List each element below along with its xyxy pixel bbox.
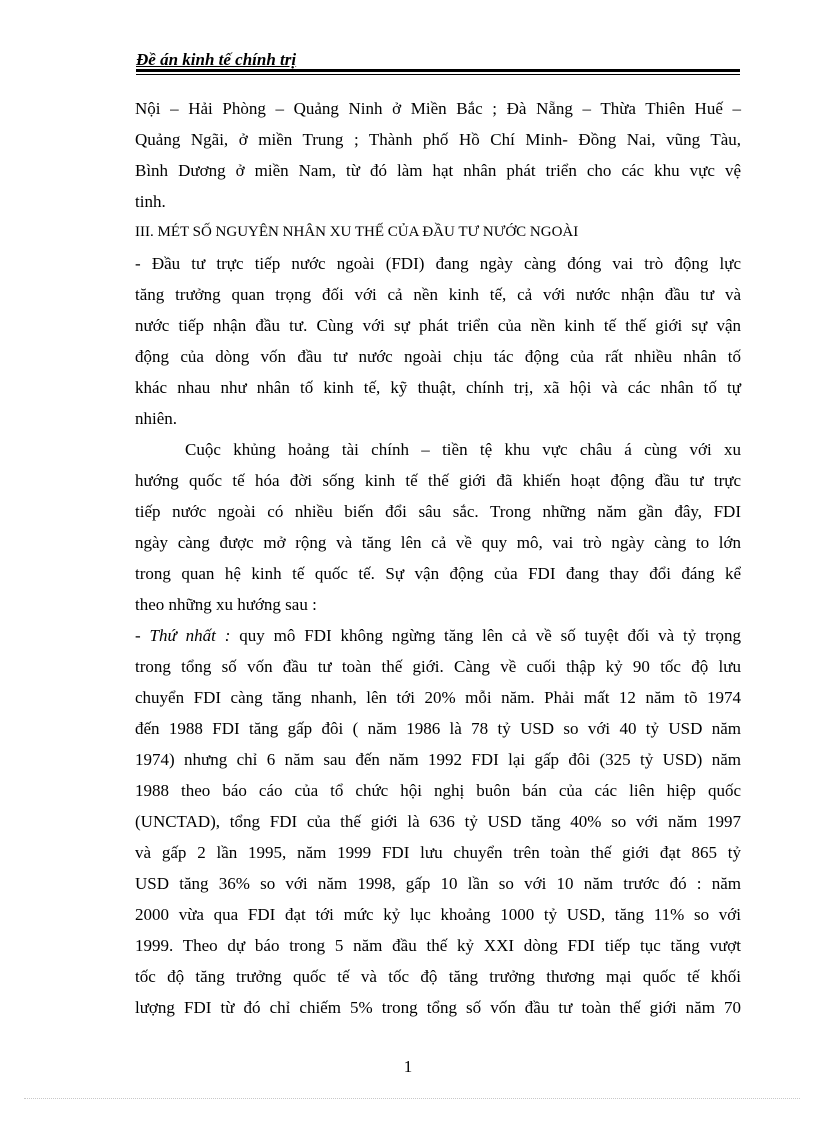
page-number: 1 [403, 1057, 413, 1076]
text-line: 1988 theo báo cáo của tổ chức hội nghị buôn bán của các liên hiệp quốc [135, 781, 741, 800]
text-line-with-label [135, 620, 741, 651]
text-line: đến 1988 FDI tăng gấp đôi ( năm 1986 là 78 tỷ USD so với 40 tỷ USD năm [135, 719, 741, 738]
text-line: chuyển FDI càng tăng nhanh, lên tới 20% mỗi năm. Phải mất 12 năm tõ 1974 [135, 688, 741, 707]
text-line: 2000 vừa qua FDI đạt tới mức kỷ lục khoảng 1000 tỷ USD, tăng 11% so với [135, 905, 741, 924]
text-line: Quảng Ngãi, ở miền Trung ; Thành phố Hồ Chí Minh- Đồng Nai, vũng Tàu, [135, 130, 741, 149]
header-rule-thick [136, 69, 740, 72]
text-line: và gấp 2 lần 1995, năm 1999 FDI lưu chuyển trên toàn thế giới đạt 865 tỷ [135, 843, 741, 862]
text-line: động của dòng vốn đầu tư nước ngoài chịu tác động của rất nhiều nhân tố [135, 347, 741, 366]
text-line: khác nhau như nhân tố kinh tế, kỹ thuật, chính trị, xã hội và các nhân tố tự [135, 378, 741, 397]
text-line: tốc độ tăng trưởng quốc tế và tốc độ tăng trưởng thương mại quốc tế khối [135, 967, 741, 986]
text-line: nhiên. [135, 409, 178, 428]
text-line: hướng quốc tế hóa đời sống kinh tế thế giới đã khiến hoạt động đầu tư trực [135, 471, 741, 490]
text-line: Nội – Hải Phòng – Quảng Ninh ở Miền Bắc ; Đà Nẵng – Thừa Thiên Huế – [135, 99, 741, 118]
page-edge-divider [24, 1098, 800, 1099]
text-line: Bình Dương ở miền Nam, từ đó làm hạt nhân phát triển cho các khu vực vệ [135, 161, 741, 180]
text-line: 1999. Theo dự báo trong 5 năm đầu thế kỷ XXI dòng FDI tiếp tục tăng vượt [135, 936, 741, 955]
text-line: tiếp nước ngoài có nhiều biến đổi sâu sắc. Trong những năm gần đây, FDI [135, 502, 741, 521]
page-header [136, 50, 740, 70]
lead-dash: - [135, 626, 150, 645]
header-title: Đề án kinh tế chính trị [136, 50, 297, 69]
thu-nhat-label: Thứ nhất : [149, 626, 231, 645]
text-line: ngày càng được mở rộng và tăng lên cả về quy mô, vai trò ngày càng to lớn [135, 533, 741, 552]
text-line: USD tăng 36% so với năm 1998, gấp 10 lần so với 10 năm trước đó : năm [135, 874, 741, 893]
text-line: - Đầu tư trực tiếp nước ngoài (FDI) đang ngày càng đóng vai trò động lực [135, 254, 741, 273]
text-line: 1974) nhưng chỉ 6 năm sau đến năm 1992 FDI lại gấp đôi (325 tỷ USD) năm [135, 750, 741, 769]
section-heading: III. MÉT SỐ NGUYÊN NHÂN XU THẾ CỦA ĐẦU TƯ NƯỚC NGOÀI [135, 224, 579, 240]
header-rule-thin [136, 74, 740, 75]
text-line: trong quan hệ kinh tế quốc tế. Sự vận động của FDI đang thay đổi đáng kể [135, 564, 741, 583]
text-line: Cuộc khủng hoảng tài chính – tiền tệ khu vực châu á cùng với xu [185, 440, 741, 459]
text-line: (UNCTAD), tổng FDI của thế giới là 636 tỷ USD tăng 40% so với năm 1997 [135, 812, 741, 831]
text-line: lượng FDI từ đó chỉ chiếm 5% trong tổng số vốn đầu tư toàn thế giới năm 70 [135, 998, 741, 1017]
text-line: theo những xu hướng sau : [135, 595, 317, 614]
text-line: tinh. [135, 192, 166, 211]
first-line-rest: quy mô FDI không ngừng tăng lên cả về số tuyệt đối và tỷ trọng [230, 626, 741, 645]
text-line: tăng trưởng quan trọng đối với cả nền kinh tế, cả với nước nhận đầu tư và [135, 285, 741, 304]
document-body [135, 93, 741, 1023]
text-line: trong tổng số vốn đầu tư toàn thế giới. Càng về cuối thập kỷ 90 tốc độ lưu [135, 657, 741, 676]
text-line: nước tiếp nhận đầu tư. Cùng với sự phát triển của nền kinh tế thế giới sự vận [135, 316, 741, 335]
